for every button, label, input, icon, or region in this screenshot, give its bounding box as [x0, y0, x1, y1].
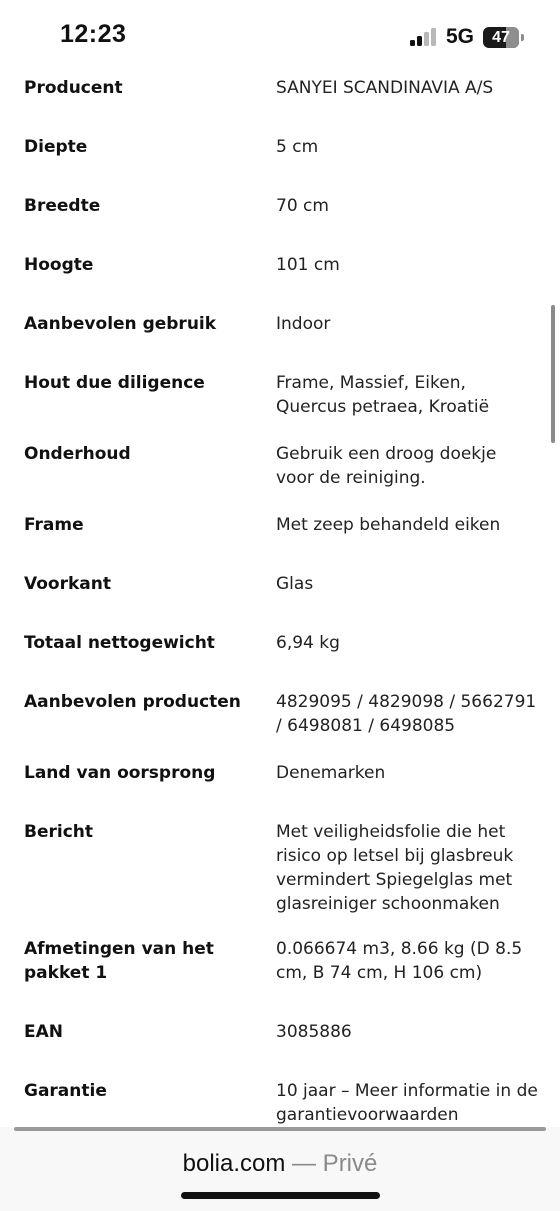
spec-label: Totaal nettogewicht [24, 633, 215, 653]
spec-value: 0.066674 m3, 8.66 kg (D 8.5 cm, B 74 cm, H 106 cm) [276, 939, 523, 983]
spec-value: 101 cm [276, 255, 340, 275]
spec-label: EAN [24, 1022, 63, 1042]
spec-value: Met zeep behandeld eiken [276, 515, 501, 535]
spec-value: 3085886 [276, 1022, 352, 1042]
spec-label: Hoogte [24, 255, 94, 275]
spec-label: Frame [24, 515, 84, 535]
spec-value: Frame, Massief, Eiken, Quercus petraea, Kroatië [276, 373, 490, 417]
spec-value: SANYEI SCANDINAVIA A/S [276, 78, 494, 98]
spec-label: Garantie [24, 1081, 107, 1101]
spec-label: Hout due diligence [24, 373, 205, 393]
spec-label: Voorkant [24, 574, 111, 594]
address-bar-divider [14, 1127, 546, 1131]
address-bar-url[interactable] [0, 1150, 560, 1178]
url-domain: bolia.com [182, 1150, 286, 1177]
spec-value: 10 jaar – Meer informatie in de garantievoorwaarden [276, 1081, 538, 1125]
spec-value: Glas [276, 574, 314, 594]
spec-value: 5 cm [276, 137, 319, 157]
spec-label: Diepte [24, 137, 88, 157]
cellular-signal-icon [410, 28, 438, 46]
spec-label: Onderhoud [24, 444, 131, 464]
spec-label: Producent [24, 78, 123, 98]
private-mode-label: — Privé [285, 1150, 378, 1177]
spec-value: Indoor [276, 314, 331, 334]
spec-label: Afmetingen van het pakket 1 [24, 939, 214, 983]
home-indicator[interactable] [181, 1192, 380, 1199]
spec-value: Gebruik een droog doekje voor de reiniging. [276, 444, 497, 488]
spec-value: 6,94 kg [276, 633, 340, 653]
battery-level: 47 [492, 29, 510, 46]
scroll-indicator[interactable] [551, 305, 555, 443]
network-type: 5G [446, 25, 475, 48]
spec-label: Land van oorsprong [24, 763, 216, 783]
spec-value: Denemarken [276, 763, 386, 783]
spec-label: Breedte [24, 196, 101, 216]
spec-value: 4829095 / 4829098 / 5662791 / 6498081 / 6498085 [276, 692, 537, 736]
spec-value: 70 cm [276, 196, 329, 216]
spec-value: Met veiligheidsfolie die het risico op letsel bij glasbreuk vermindert Spiegelglas met glasreiniger schoonmaken [276, 822, 514, 914]
battery-icon [483, 27, 519, 48]
spec-label: Bericht [24, 822, 94, 842]
battery-tip [521, 34, 524, 41]
status-time: 12:23 [60, 20, 127, 48]
spec-label: Aanbevolen producten [24, 692, 241, 712]
spec-label: Aanbevolen gebruik [24, 314, 217, 334]
status-bar [0, 0, 560, 70]
